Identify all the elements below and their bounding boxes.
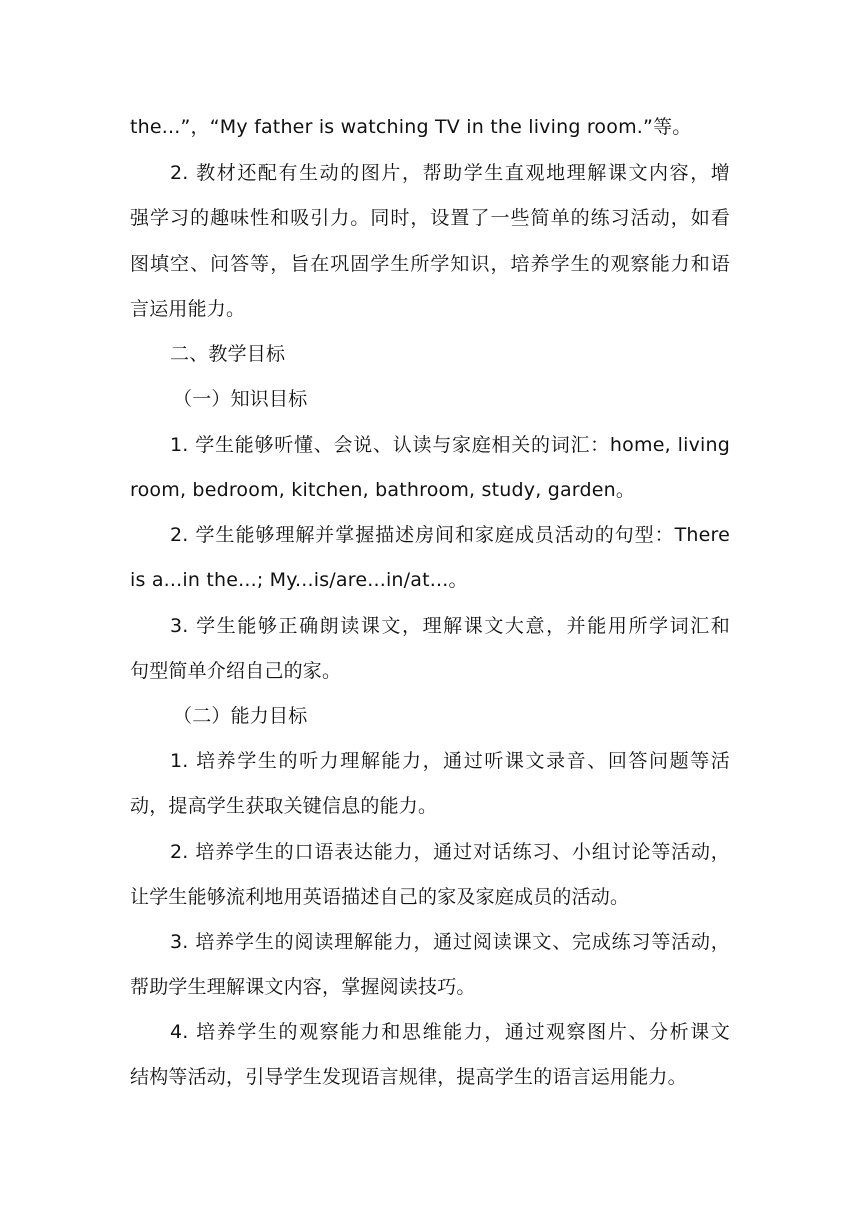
subsection-heading: （一）知识目标	[173, 388, 308, 410]
list-item-line: 2. 培养学生的口语表达能力，通过对话练习、小组讨论等活动，	[170, 841, 730, 863]
list-item-line: 4. 培养学生的观察能力和思维能力，通过观察图片、分析课文	[170, 1021, 730, 1043]
list-item-line: 动，提高学生获取关键信息的能力。	[130, 795, 438, 817]
list-item-line: 1. 学生能够听懂、会说、认读与家庭相关的词汇：home, living	[170, 434, 730, 456]
list-item-line: 结构等活动，引导学生发现语言规律，提高学生的语言运用能力。	[130, 1066, 687, 1088]
paragraph-line: 强学习的趣味性和吸引力。同时，设置了一些简单的练习活动，如看	[130, 207, 730, 229]
list-item-line: is a...in the...; My...is/are...in/at...。	[130, 569, 468, 591]
list-item-line: 2. 学生能够理解并掌握描述房间和家庭成员活动的句型：There	[170, 524, 730, 546]
subsection-heading: （二）能力目标	[173, 705, 308, 727]
list-item-line: 3. 培养学生的阅读理解能力，通过阅读课文、完成练习等活动，	[170, 931, 730, 953]
list-item-line: 帮助学生理解课文内容，掌握阅读技巧。	[130, 976, 476, 998]
section-heading: 二、教学目标	[170, 343, 286, 365]
list-item-line: 句型简单介绍自己的家。	[130, 660, 342, 682]
list-item-line: 3. 学生能够正确朗读课文，理解课文大意，并能用所学词汇和	[170, 615, 730, 637]
paragraph-line: 言运用能力。	[130, 298, 246, 320]
paragraph-line: 图填空、问答等，旨在巩固学生所学知识，培养学生的观察能力和语	[130, 253, 730, 275]
list-item-line: 让学生能够流利地用英语描述自己的家及家庭成员的活动。	[130, 886, 630, 908]
list-item-line: room, bedroom, kitchen, bathroom, study, garden。	[130, 479, 636, 501]
paragraph-line: 2. 教材还配有生动的图片，帮助学生直观地理解课文内容，增	[170, 162, 730, 184]
text-line: the...”，“My father is watching TV in the living room.”等。	[130, 116, 692, 138]
list-item-line: 1. 培养学生的听力理解能力，通过听课文录音、回答问题等活	[170, 750, 730, 772]
